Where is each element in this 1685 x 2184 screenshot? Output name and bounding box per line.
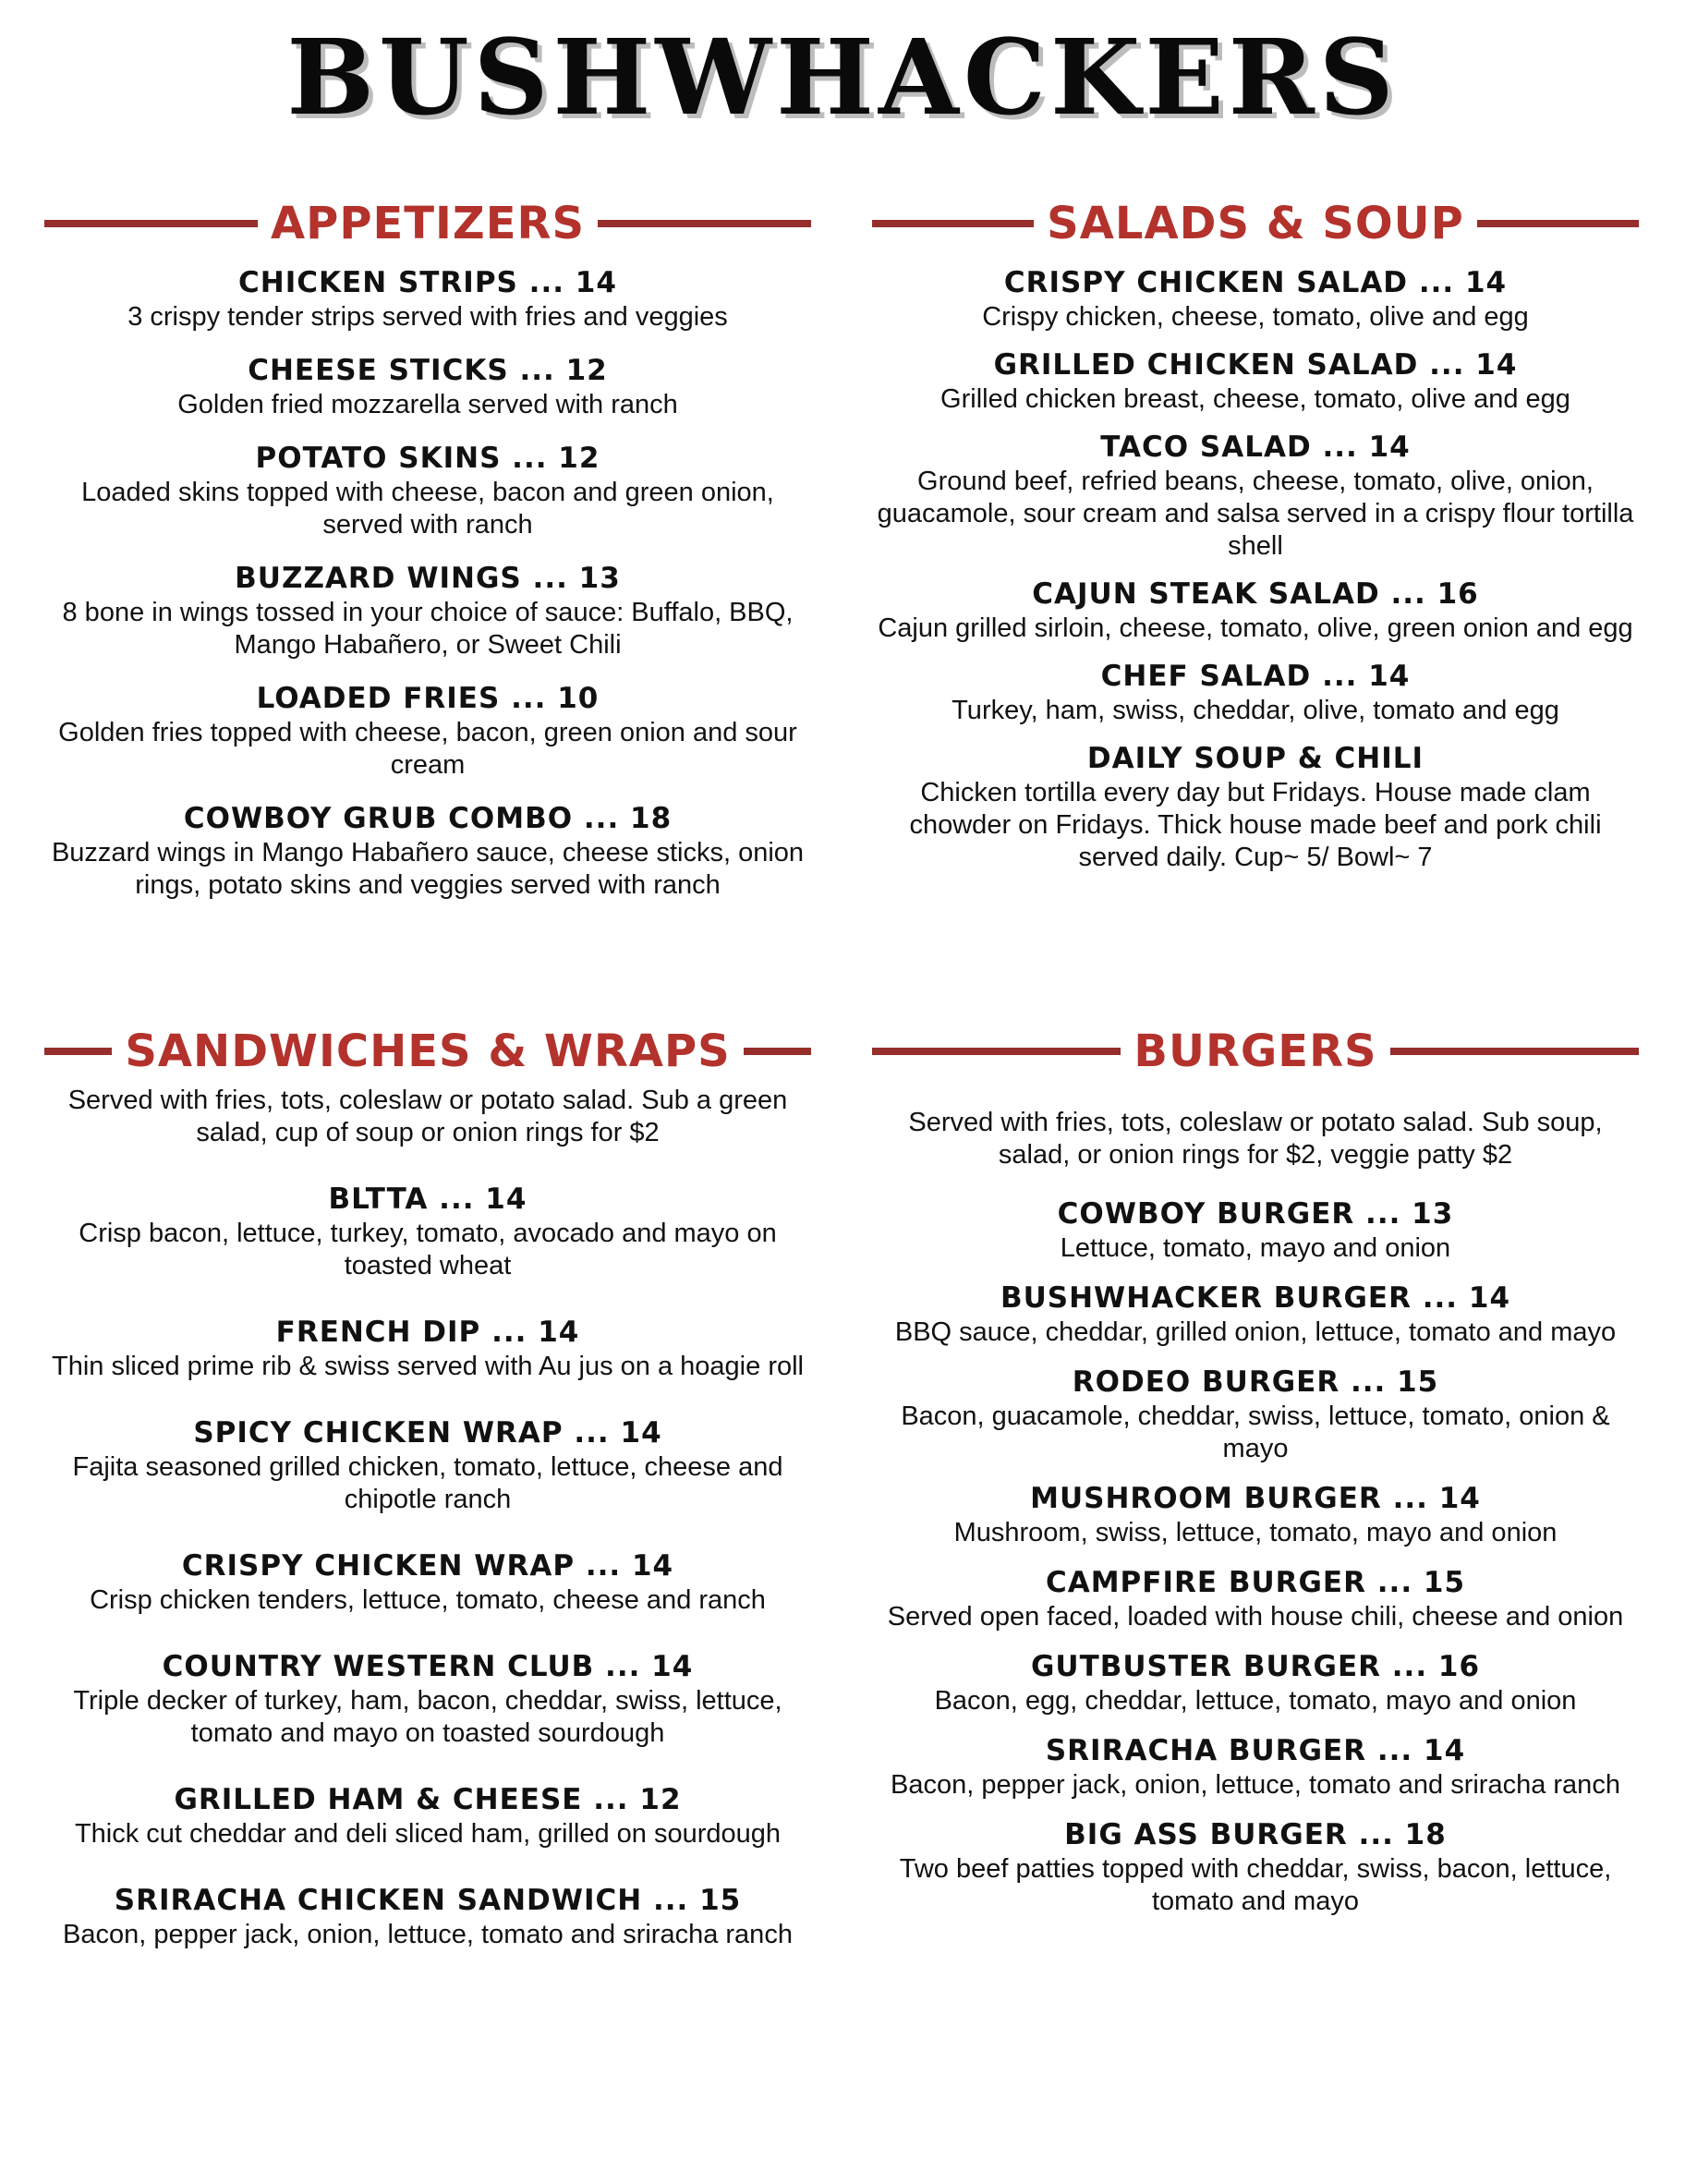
item-description: Bacon, pepper jack, onion, lettuce, tomato and sriracha ranch [891, 1770, 1620, 1800]
item-name: DAILY SOUP & CHILI [1086, 742, 1424, 775]
item-name: CRISPY CHICKEN SALAD ... 14 [1003, 266, 1508, 299]
item-description: Grilled chicken breast, cheese, tomato, olive and egg [940, 384, 1570, 414]
header-rule-right [598, 220, 811, 227]
section-title-appetizers: APPETIZERS [270, 198, 586, 249]
item-name: BUZZARD WINGS ... 13 [235, 562, 621, 595]
item-description: Triple decker of turkey, ham, bacon, cheddar, swiss, lettuce, tomato and mayo on toasted sourdough [73, 1686, 782, 1748]
menu-item [872, 658, 1639, 727]
menu-item [44, 680, 811, 782]
menu-item [872, 264, 1639, 334]
header-rule-left [872, 220, 1034, 227]
item-name: SRIRACHA CHICKEN SANDWICH ... 15 [114, 1884, 742, 1917]
menu-item [44, 1882, 811, 1951]
menu-item [44, 1414, 811, 1516]
item-name: BIG ASS BURGER ... 18 [1064, 1818, 1447, 1851]
header-rule-left [44, 220, 258, 227]
header-rule-right [1477, 220, 1639, 227]
item-name: CAJUN STEAK SALAD ... 16 [1032, 577, 1479, 611]
menu-items [44, 264, 811, 902]
item-name: BUSHWHACKER BURGER ... 14 [1000, 1281, 1511, 1315]
menu-item [872, 576, 1639, 645]
menu-item [872, 1816, 1639, 1918]
item-description: Two beef patties topped with cheddar, swiss, bacon, lettuce, tomato and mayo [899, 1854, 1612, 1916]
section-intro: Served with fries, tots, coleslaw or potato salad. Sub a green salad, cup of soup or onion rings for $2 [67, 1086, 788, 1147]
item-description: BBQ sauce, cheddar, grilled onion, lettuce, tomato and mayo [894, 1317, 1617, 1347]
menu-items [872, 264, 1639, 874]
section-header [44, 196, 811, 251]
section-header [872, 1024, 1639, 1079]
item-description: Crisp chicken tenders, lettuce, tomato, cheese and ranch [90, 1585, 766, 1615]
menu-item [872, 346, 1639, 416]
item-name: FRENCH DIP ... 14 [275, 1316, 580, 1349]
item-description: Bacon, egg, cheddar, lettuce, tomato, mayo and onion [934, 1686, 1577, 1716]
item-name: CAMPFIRE BURGER ... 15 [1045, 1566, 1466, 1599]
item-name: POTATO SKINS ... 12 [255, 442, 600, 475]
item-name: BLTTA ... 14 [328, 1183, 527, 1216]
item-name: CHEF SALAD ... 14 [1100, 660, 1411, 693]
section-intro: Served with fries, tots, coleslaw or potato salad. Sub soup, salad, or onion rings for $2, veggie patty $2 [908, 1108, 1603, 1170]
item-name: SRIRACHA BURGER ... 14 [1045, 1734, 1466, 1767]
menu-item [44, 800, 811, 902]
item-description: Thick cut cheddar and deli sliced ham, grilled on sourdough [74, 1819, 782, 1849]
section-title-salads-soup: SALADS & SOUP [1047, 198, 1464, 249]
item-description: 3 crispy tender strips served with fries and veggies [127, 302, 728, 332]
header-rule-right [1390, 1048, 1639, 1055]
menu-item [872, 429, 1639, 563]
menu-item [872, 1480, 1639, 1549]
item-name: RODEO BURGER ... 15 [1072, 1365, 1439, 1399]
appetizers-section [44, 196, 811, 902]
item-description: Crisp bacon, lettuce, turkey, tomato, avocado and mayo on toasted wheat [79, 1219, 777, 1280]
item-description: Chicken tortilla every day but Fridays. House made clam chowder on Fridays. Thick house made beef and pork chili served daily. Cup~ 5/ Bowl~ 7 [909, 778, 1602, 872]
menu-items [872, 1195, 1639, 1918]
menu-item [44, 1181, 811, 1282]
item-description: Golden fries topped with cheese, bacon, green onion and sour cream [58, 718, 797, 780]
item-name: SPICY CHICKEN WRAP ... 14 [193, 1416, 662, 1450]
menu-item [44, 1781, 811, 1850]
item-description: 8 bone in wings tossed in your choice of sauce: Buffalo, BBQ, Mango Habañero, or Sweet Chili [62, 598, 794, 660]
item-description: Cajun grilled sirloin, cheese, tomato, olive, green onion and egg [878, 613, 1633, 643]
item-name: LOADED FRIES ... 10 [256, 682, 600, 715]
menu-item [872, 1564, 1639, 1633]
menu-item [44, 264, 811, 334]
menu-item [44, 1314, 811, 1383]
header-rule-left [872, 1048, 1121, 1055]
item-description: Bacon, guacamole, cheddar, swiss, lettuce, tomato, onion & mayo [901, 1401, 1610, 1463]
item-description: Buzzard wings in Mango Habañero sauce, cheese sticks, onion rings, potato skins and veggies served with ranch [51, 838, 805, 900]
menu-item [872, 1195, 1639, 1265]
menu-item [44, 352, 811, 421]
item-name: COWBOY BURGER ... 13 [1057, 1197, 1454, 1231]
item-name: CHEESE STICKS ... 12 [248, 354, 608, 387]
item-description: Served open faced, loaded with house chili, cheese and onion [887, 1602, 1624, 1632]
item-description: Loaded skins topped with cheese, bacon and green onion, served with ranch [81, 478, 774, 540]
item-name: TACO SALAD ... 14 [1100, 431, 1411, 464]
item-name: CRISPY CHICKEN WRAP ... 14 [181, 1549, 674, 1583]
header-rule-left [44, 1048, 112, 1055]
item-name: COUNTRY WESTERN CLUB ... 14 [162, 1650, 694, 1683]
section-header [44, 1024, 811, 1079]
item-description: Mushroom, swiss, lettuce, tomato, mayo and onion [953, 1518, 1558, 1547]
item-name: GRILLED CHICKEN SALAD ... 14 [993, 348, 1518, 382]
menu-items [44, 1181, 811, 1951]
menu-item [872, 1280, 1639, 1349]
menu-title: BUSHWHACKERS [286, 18, 1399, 139]
item-description: Golden fried mozzarella served with ranch [177, 390, 678, 419]
menu-item [872, 1648, 1639, 1717]
menu-item [872, 1364, 1639, 1465]
salads-soup-section [872, 196, 1639, 874]
item-description: Bacon, pepper jack, onion, lettuce, tomato and sriracha ranch [63, 1920, 793, 1949]
section-title-burgers: BURGERS [1133, 1025, 1377, 1077]
menu-item [44, 440, 811, 541]
item-description: Lettuce, tomato, mayo and onion [1060, 1233, 1451, 1263]
item-name: GRILLED HAM & CHEESE ... 12 [174, 1783, 682, 1816]
item-description: Fajita seasoned grilled chicken, tomato, lettuce, cheese and chipotle ranch [72, 1452, 783, 1514]
menu-item [872, 740, 1639, 874]
menu-item [44, 1547, 811, 1617]
section-header [872, 196, 1639, 251]
menu-item [44, 1648, 811, 1750]
item-name: CHICKEN STRIPS ... 14 [238, 266, 617, 299]
header-rule-right [744, 1048, 811, 1055]
item-description: Crispy chicken, cheese, tomato, olive and egg [982, 302, 1529, 332]
item-name: COWBOY GRUB COMBO ... 18 [183, 802, 673, 835]
item-name: MUSHROOM BURGER ... 14 [1030, 1482, 1481, 1515]
menu-item [872, 1732, 1639, 1802]
item-description: Thin sliced prime rib & swiss served with Au jus on a hoagie roll [52, 1352, 804, 1381]
item-description: Ground beef, refried beans, cheese, tomato, olive, onion, guacamole, sour cream and salsa served in a crispy flour tortilla shell [877, 467, 1634, 561]
menu-item [44, 560, 811, 661]
item-description: Turkey, ham, swiss, cheddar, olive, tomato and egg [952, 696, 1559, 725]
sandwiches-wraps-section [44, 1024, 811, 1951]
section-title-sandwiches-wraps: SANDWICHES & WRAPS [125, 1025, 731, 1077]
item-name: GUTBUSTER BURGER ... 16 [1030, 1650, 1481, 1683]
burgers-section [872, 1024, 1639, 1918]
